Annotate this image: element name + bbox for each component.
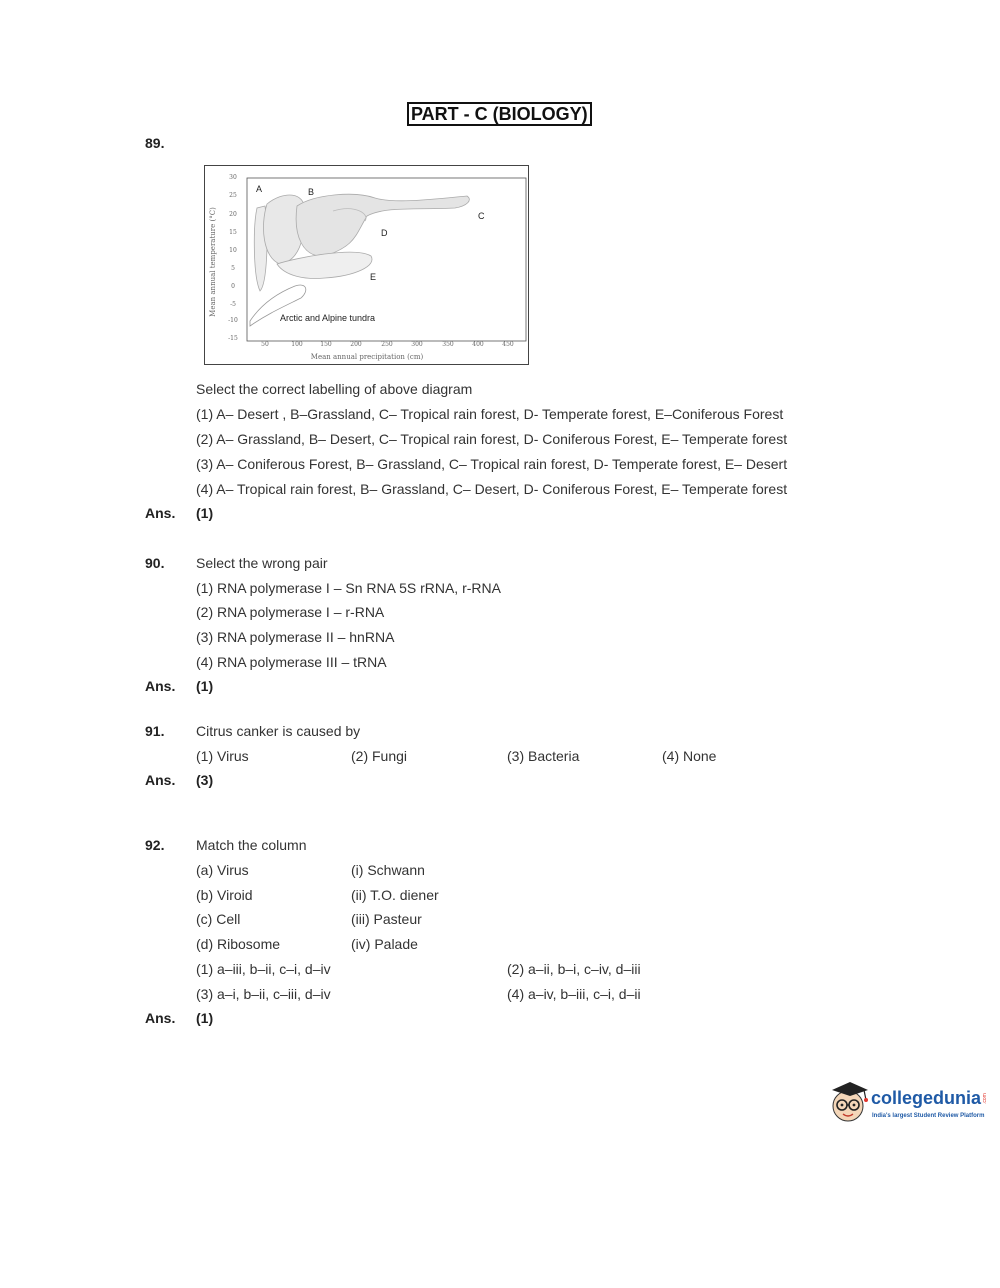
question-text-92: Match the column bbox=[196, 837, 307, 853]
question-text-89: Select the correct labelling of above diagram bbox=[196, 381, 473, 397]
mascot-icon bbox=[832, 1082, 868, 1121]
option-92-1: (1) a–iii, b–ii, c–i, d–iv bbox=[196, 961, 331, 977]
answer-label-91: Ans. bbox=[145, 772, 176, 788]
option-89-1: (1) A– Desert , B–Grassland, C– Tropical rain forest, D- Temperate forest, E–Coniferous Forest bbox=[196, 406, 784, 422]
y-tick: 20 bbox=[229, 211, 237, 218]
y-axis-label: Mean annual temperature (°C) bbox=[209, 207, 217, 317]
answer-label-92: Ans. bbox=[145, 1010, 176, 1026]
question-text-90: Select the wrong pair bbox=[196, 555, 328, 571]
option-90-3: (3) RNA polymerase II – hnRNA bbox=[196, 629, 395, 645]
y-tick: -5 bbox=[230, 301, 236, 308]
y-tick: 5 bbox=[231, 265, 235, 272]
question-number-92: 92. bbox=[145, 837, 165, 853]
collegedunia-logo bbox=[826, 1074, 991, 1130]
logo-domain: .com bbox=[982, 1093, 988, 1104]
part-title: PART - C (BIOLOGY) bbox=[407, 102, 592, 126]
x-axis-label: Mean annual precipitation (cm) bbox=[310, 353, 424, 361]
option-90-2: (2) RNA polymerase I – r-RNA bbox=[196, 604, 385, 620]
answer-value-92: (1) bbox=[196, 1010, 214, 1026]
x-tick: 150 bbox=[320, 341, 332, 348]
x-tick: 50 bbox=[261, 341, 269, 348]
match-left-d: (d) Ribosome bbox=[196, 936, 281, 952]
match-left-b: (b) Viroid bbox=[196, 887, 253, 903]
x-tick: 200 bbox=[350, 341, 362, 348]
option-91-4: (4) None bbox=[662, 748, 717, 764]
option-89-2: (2) A– Grassland, B– Desert, C– Tropical rain forest, D- Coniferous Forest, E– Temperate forest bbox=[196, 431, 788, 447]
option-92-2: (2) a–ii, b–i, c–iv, d–iii bbox=[507, 961, 641, 977]
biome-diagram bbox=[204, 165, 529, 365]
option-89-3: (3) A– Coniferous Forest, B– Grassland, C– Tropical rain forest, D- Temperate forest, E– Desert bbox=[196, 456, 788, 472]
match-right-i: (i) Schwann bbox=[351, 862, 425, 878]
y-tick: 10 bbox=[229, 247, 237, 254]
option-89-4: (4) A– Tropical rain forest, B– Grassland, C– Desert, D- Coniferous Forest, E– Temperate forest bbox=[196, 481, 788, 497]
x-tick: 250 bbox=[381, 341, 393, 348]
label-tundra: Arctic and Alpine tundra bbox=[280, 313, 376, 323]
option-92-4: (4) a–iv, b–iii, c–i, d–ii bbox=[507, 986, 641, 1002]
question-text-91: Citrus canker is caused by bbox=[196, 723, 361, 739]
question-number-90: 90. bbox=[145, 555, 165, 571]
answer-value-91: (3) bbox=[196, 772, 214, 788]
x-tick: 350 bbox=[442, 341, 454, 348]
match-right-ii: (ii) T.O. diener bbox=[351, 887, 439, 903]
x-tick: 300 bbox=[411, 341, 423, 348]
answer-label-90: Ans. bbox=[145, 678, 176, 694]
x-tick: 400 bbox=[472, 341, 484, 348]
answer-label-89: Ans. bbox=[145, 505, 176, 521]
match-right-iii: (iii) Pasteur bbox=[351, 911, 422, 927]
match-right-iv: (iv) Palade bbox=[351, 936, 418, 952]
y-tick: 0 bbox=[231, 283, 235, 290]
match-left-c: (c) Cell bbox=[196, 911, 241, 927]
logo-tagline: India's largest Student Review Platform bbox=[872, 1113, 985, 1119]
option-90-1: (1) RNA polymerase I – Sn RNA 5S rRNA, r-RNA bbox=[196, 580, 501, 596]
option-91-2: (2) Fungi bbox=[351, 748, 408, 764]
option-92-3: (3) a–i, b–ii, c–iii, d–iv bbox=[196, 986, 331, 1002]
question-number-89: 89. bbox=[145, 135, 165, 151]
y-tick: -10 bbox=[228, 317, 238, 324]
x-tick: 450 bbox=[502, 341, 514, 348]
logo-brand: collegedunia bbox=[871, 1088, 982, 1108]
region-c-d-shape bbox=[296, 194, 469, 256]
label-d: D bbox=[381, 228, 388, 238]
option-91-1: (1) Virus bbox=[196, 748, 249, 764]
answer-value-89: (1) bbox=[196, 505, 214, 521]
label-b: B bbox=[308, 187, 315, 197]
y-tick: 25 bbox=[229, 192, 237, 199]
y-tick: 15 bbox=[229, 229, 237, 236]
label-a: A bbox=[256, 184, 263, 194]
option-90-4: (4) RNA polymerase III – tRNA bbox=[196, 654, 387, 670]
y-tick: 30 bbox=[229, 174, 237, 181]
label-c: C bbox=[478, 211, 485, 221]
x-tick: 100 bbox=[291, 341, 303, 348]
answer-value-90: (1) bbox=[196, 678, 214, 694]
match-left-a: (a) Virus bbox=[196, 862, 249, 878]
option-91-3: (3) Bacteria bbox=[507, 748, 580, 764]
question-number-91: 91. bbox=[145, 723, 165, 739]
y-tick: -15 bbox=[228, 335, 238, 342]
label-e: E bbox=[370, 272, 377, 282]
